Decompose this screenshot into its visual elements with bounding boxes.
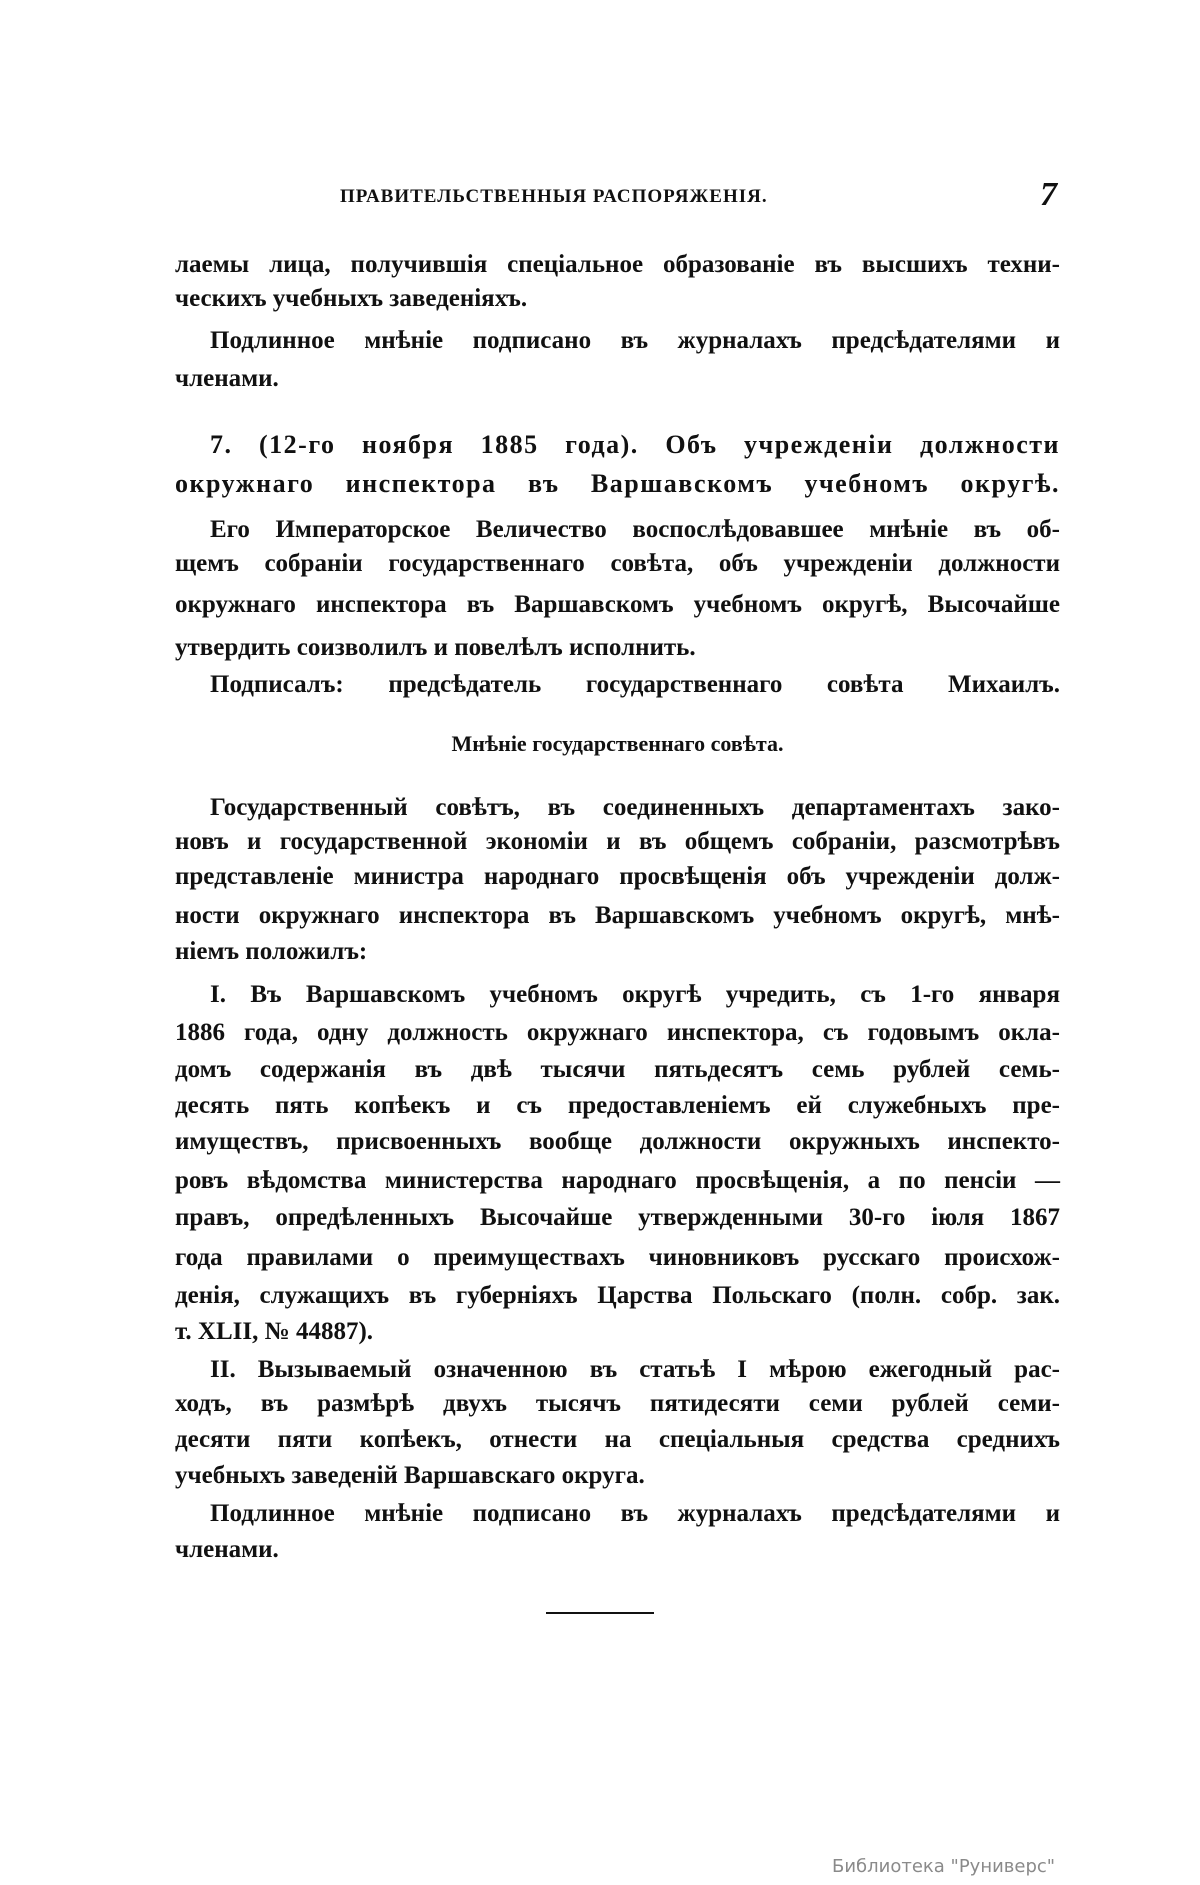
text-line: щемъ собраніи государственнаго совѣта, объ учрежденіи должности bbox=[175, 550, 1060, 577]
text-line: ходъ, въ размѣрѣ двухъ тысячъ пятидесяти семи рублей семи- bbox=[175, 1390, 1060, 1417]
text-line: ности окружнаго инспектора въ Варшавскомъ учебномъ округѣ, мнѣ- bbox=[175, 902, 1060, 929]
text-line: Государственный совѣтъ, въ соединенныхъ департаментахъ зако- bbox=[210, 794, 1060, 821]
section-divider bbox=[546, 1612, 654, 1614]
text-line: десяти пяти копѣекъ, отнести на спеціальныя средства среднихъ bbox=[175, 1426, 1060, 1453]
text-line: учебныхъ заведеній Варшавскаго округа. bbox=[175, 1462, 645, 1489]
text-line: утвердить соизволилъ и повелѣлъ исполнить. bbox=[175, 634, 696, 661]
page-number: 7 bbox=[1040, 176, 1057, 213]
text-line: лаемы лица, получившія спеціальное образованіе въ высшихъ техни- bbox=[175, 251, 1060, 278]
text-line: правъ, опредѣленныхъ Высочайше утвержденными 30-го іюля 1867 bbox=[175, 1204, 1060, 1231]
text-line: новъ и государственной экономіи и въ общемъ собраніи, разсмотрѣвъ bbox=[175, 828, 1060, 855]
text-line: Подлинное мнѣніе подписано въ журналахъ предсѣдателями и bbox=[210, 1500, 1060, 1527]
text-line: ніемъ положилъ: bbox=[175, 938, 368, 965]
text-line: окружнаго инспектора въ Варшавскомъ учебномъ округѣ. bbox=[175, 469, 1060, 498]
text-line: I. Въ Варшавскомъ учебномъ округѣ учредить, съ 1-го января bbox=[210, 981, 1060, 1008]
text-line: Подписалъ: предсѣдатель государственнаго совѣта Михаилъ. bbox=[210, 671, 1060, 698]
text-line: 1886 года, одну должность окружнаго инспектора, съ годовымъ окла- bbox=[175, 1019, 1060, 1046]
text-line: домъ содержанія въ двѣ тысячи пятьдесятъ семь рублей семь- bbox=[175, 1056, 1060, 1083]
text-line: имуществъ, присвоенныхъ вообще должности окружныхъ инспекто- bbox=[175, 1128, 1060, 1155]
section-heading: Мнѣніе государственнаго совѣта. bbox=[451, 731, 784, 756]
text-line: Его Императорское Величество воспослѣдовавшее мнѣніе въ об- bbox=[210, 516, 1060, 543]
text-line: II. Вызываемый означенною въ статьѣ I мѣрою ежегодный рас- bbox=[210, 1356, 1060, 1383]
text-line: денія, служащихъ въ губерніяхъ Царства Польскаго (полн. собр. зак. bbox=[175, 1282, 1060, 1309]
library-watermark: Библиотека "Руниверс" bbox=[832, 1856, 1056, 1877]
text-line: года правилами о преимуществахъ чиновниковъ русскаго происхож- bbox=[175, 1244, 1060, 1271]
text-line: Подлинное мнѣніе подписано въ журналахъ предсѣдателями и bbox=[210, 327, 1060, 354]
text-line: ческихъ учебныхъ заведеніяхъ. bbox=[175, 285, 528, 312]
text-line: 7. (12-го ноября 1885 года). Объ учрежденіи должности bbox=[210, 430, 1060, 459]
text-line: десять пять копѣекъ и съ предоставленіемъ ей служебныхъ пре- bbox=[175, 1092, 1060, 1119]
text-line: окружнаго инспектора въ Варшавскомъ учебномъ округѣ, Высочайше bbox=[175, 591, 1060, 618]
text-line: представленіе министра народнаго просвѣщенія объ учрежденіи долж- bbox=[175, 863, 1060, 890]
text-line: членами. bbox=[175, 1536, 279, 1563]
text-line: членами. bbox=[175, 365, 279, 392]
running-title: ПРАВИТЕЛЬСТВЕННЫЯ РАСПОРЯЖЕНІЯ. bbox=[340, 186, 768, 207]
text-line: ровъ вѣдомства министерства народнаго просвѣщенія, а по пенсіи — bbox=[175, 1167, 1060, 1194]
text-line: т. XLII, № 44887). bbox=[175, 1318, 374, 1345]
